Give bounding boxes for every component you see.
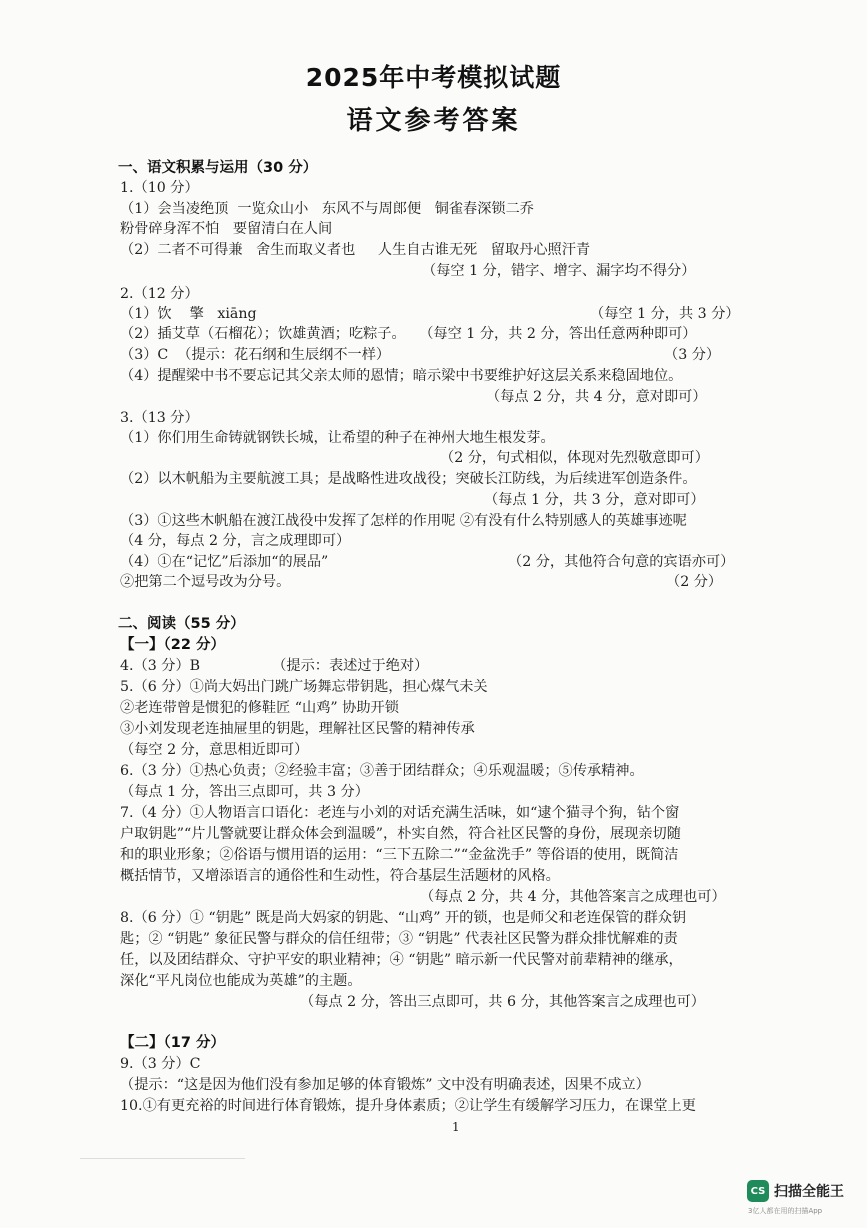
answer-line: ②把第二个逗号改为分号。 <box>120 574 291 590</box>
scoring-note: （每点 2 分，共 4 分，意对即可） <box>486 389 707 405</box>
section-heading: 一、语文积累与运用（30 分） <box>118 160 318 176</box>
brand-tagline: 3亿人都在用的扫描App <box>748 1207 823 1215</box>
scoring-note: （每点 2 分，共 4 分，其他答案言之成理也可） <box>420 889 726 905</box>
answer-line: 概括情节，又增添语言的通俗性和生动性，符合基层生活题材的风格。 <box>120 868 560 884</box>
document-subtitle: 语文参考答案 <box>346 106 521 136</box>
answer-line: 6.（3 分）①热心负责；②经验丰富；③善于团结群众；④乐观温暖；⑤传承精神。 <box>120 763 644 779</box>
scanner-watermark <box>747 1180 844 1202</box>
answer-line: （1）饮 擎 xiāng <box>120 306 257 322</box>
answer-line: （1）会当凌绝顶 一览众山小 东风不与周郎便 铜雀春深锁二乔 <box>120 201 534 217</box>
answer-line: 粉骨碎身浑不怕 要留清白在人间 <box>120 221 333 237</box>
subsection-heading: 【一】（22 分） <box>120 637 225 653</box>
answer-line: （2）二者不可得兼 舍生而取义者也 人生自古谁无死 留取丹心照汗青 <box>120 242 591 258</box>
answer-line: 和的职业形象；②俗语与惯用语的运用：“三下五除二”“金盆洗手” 等俗语的使用，既简洁 <box>120 847 679 863</box>
scoring-note: （3 分） <box>664 347 721 363</box>
scoring-note: （每空 1 分，共 3 分） <box>590 306 740 322</box>
answer-line: （3）①这些木帆船在渡江战役中发挥了怎样的作用呢 ②有没有什么特别感人的英雄事迹呢 <box>120 513 687 529</box>
scoring-note: （每点 1 分，答出三点即可，共 3 分） <box>120 784 369 800</box>
brand-name: 扫描全能王 <box>774 1184 844 1200</box>
scoring-note: （每空 2 分，意思相近即可） <box>120 742 309 758</box>
scoring-note: （每点 2 分，答出三点即可，共 6 分，其他答案言之成理也可） <box>300 994 705 1010</box>
answer-line: 4.（3 分）B （提示：表述过于绝对） <box>120 658 429 674</box>
subsection-heading: 【二】（17 分） <box>120 1035 225 1051</box>
scoring-note: （4 分，每点 2 分，言之成理即可） <box>120 533 351 549</box>
scoring-note: （2 分，句式相似，体现对先烈敬意即可） <box>440 450 709 466</box>
answer-line: 8.（6 分）① “钥匙” 既是尚大妈家的钥匙、“山鸡” 开的锁，也是师父和老连保管的群众钥 <box>120 910 687 926</box>
answer-line: 深化“平凡岗位也能成为英雄”的主题。 <box>120 973 362 989</box>
answer-line: （2）以木帆船为主要航渡工具；是战略性进攻战役；突破长江防线，为后续进军创造条件。 <box>120 471 697 487</box>
answer-line: 10.①有更充裕的时间进行体育锻炼，提升身体素质；②让学生有缓解学习压力，在课堂上更 <box>120 1098 696 1114</box>
answer-line: 匙；② “钥匙” 象征民警与群众的信任纽带；③ “钥匙” 代表社区民警为群众排忧解难的责 <box>120 931 678 947</box>
answer-line: （1）你们用生命铸就钢铁长城，让希望的种子在神州大地生根发芽。 <box>120 430 555 446</box>
answer-line: 7.（4 分）①人物语言口语化：老连与小刘的对话充满生活味，如“逮个猫寻个狗，钻个窗 <box>120 805 680 821</box>
answer-line: 户取钥匙”“片儿警就要让群众体会到温暖”，朴实自然，符合社区民警的身份，展现亲切随 <box>120 826 681 842</box>
question-number: 3.（13 分） <box>120 410 199 426</box>
answer-line: 5.（6 分）①尚大妈出门跳广场舞忘带钥匙，担心煤气未关 <box>120 679 488 695</box>
document-title: 2025年中考模拟试题 <box>305 63 562 92</box>
answer-line: （3）C （提示：花石纲和生辰纲不一样） <box>120 347 391 363</box>
scoring-note: （每空 1 分，错字、增字、漏字均不得分） <box>422 263 696 279</box>
footer-divider <box>80 1158 245 1159</box>
answer-line: ③小刘发现老连抽屉里的钥匙，理解社区民警的精神传承 <box>120 721 475 737</box>
scoring-note: （2 分） <box>666 574 723 590</box>
answer-line: （4）提醒梁中书不要忘记其父亲太师的恩情；暗示梁中书要维护好这层关系来稳固地位。 <box>120 368 683 384</box>
page-number: 1 <box>452 1120 460 1134</box>
answer-line: ②老连带曾是惯犯的修鞋匠 “山鸡” 协助开锁 <box>120 700 399 716</box>
answer-line: （提示：“这是因为他们没有参加足够的体育锻炼” 文中没有明确表述，因果不成立） <box>120 1077 650 1093</box>
answer-line: 任，以及团结群众、守护平安的职业精神；④ “钥匙” 暗示新一代民警对前辈精神的继承， <box>120 952 683 968</box>
scoring-note: （2 分，其他符合句意的宾语亦可） <box>508 554 735 570</box>
question-number: 1.（10 分） <box>120 180 199 196</box>
question-number: 2.（12 分） <box>120 286 199 302</box>
answer-line: 9.（3 分）C <box>120 1056 201 1072</box>
scoring-note: （每点 1 分，共 3 分，意对即可） <box>484 492 705 508</box>
answer-line: （4）①在“记忆”后添加“的展品” <box>120 554 329 570</box>
section-heading: 二、阅读（55 分） <box>118 616 245 632</box>
camscanner-logo-icon: CS <box>747 1180 769 1202</box>
answer-line: （2）插艾草（石榴花）；饮雄黄酒；吃粽子。 （每空 1 分，共 2 分，答出任意两种即可） <box>120 326 697 342</box>
